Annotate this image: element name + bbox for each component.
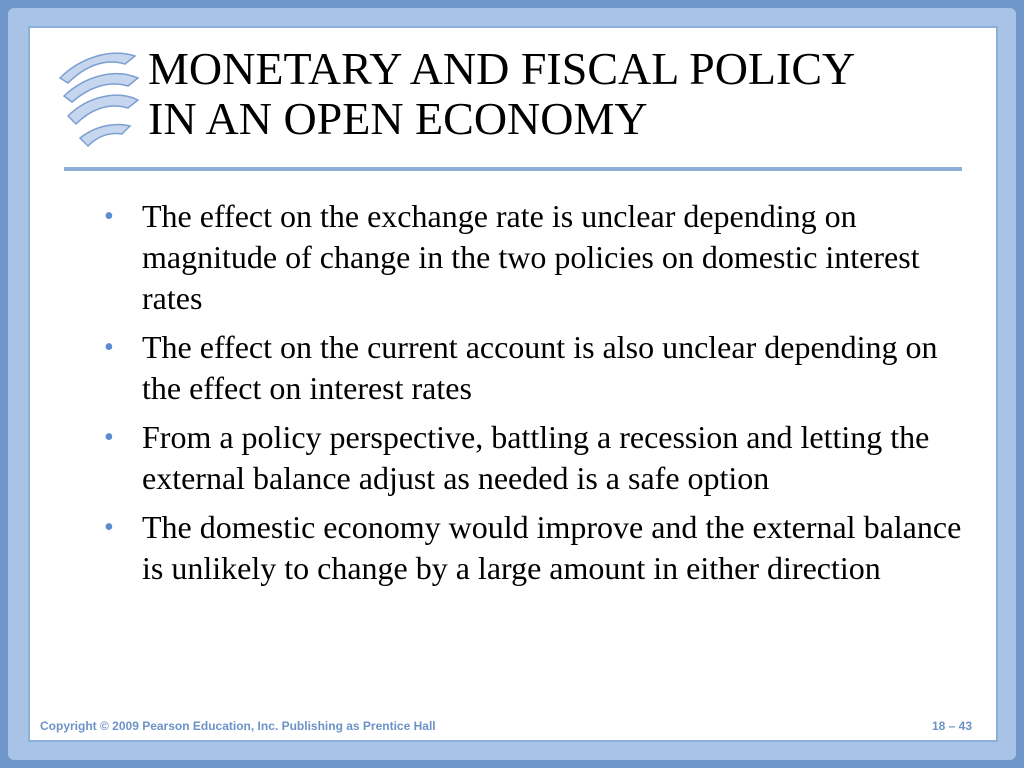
title-line-1: MONETARY AND FISCAL POLICY (148, 43, 856, 94)
title-line-2: IN AN OPEN ECONOMY (148, 93, 648, 144)
bullet-icon: • (104, 422, 114, 453)
footer-copyright: Copyright © 2009 Pearson Education, Inc. Publishing as Prentice Hall (40, 719, 436, 733)
bullet-text: From a policy perspective, battling a recession and letting the external balance adjust as needed is a safe option (142, 419, 930, 496)
bullet-icon: • (104, 512, 114, 543)
swirl-logo-icon (50, 38, 140, 158)
bullet-text: The effect on the current account is also unclear depending on the effect on interest rates (142, 329, 938, 406)
bullet-list (102, 196, 962, 597)
bullet-item (102, 507, 962, 589)
bullet-item (102, 196, 962, 319)
bullet-item (102, 327, 962, 409)
slide-title (148, 44, 968, 144)
slide-canvas (30, 28, 996, 740)
footer-page-number: 18 – 43 (931, 719, 972, 733)
bullet-text: The effect on the exchange rate is unclear depending on magnitude of change in the two policies on domestic interest rates (142, 198, 920, 316)
bullet-text: The domestic economy would improve and the external balance is unlikely to change by a large amount in either direction (142, 509, 962, 586)
bullet-item (102, 417, 962, 499)
title-divider (64, 167, 962, 171)
bullet-icon: • (104, 332, 114, 363)
bullet-icon: • (104, 201, 114, 232)
